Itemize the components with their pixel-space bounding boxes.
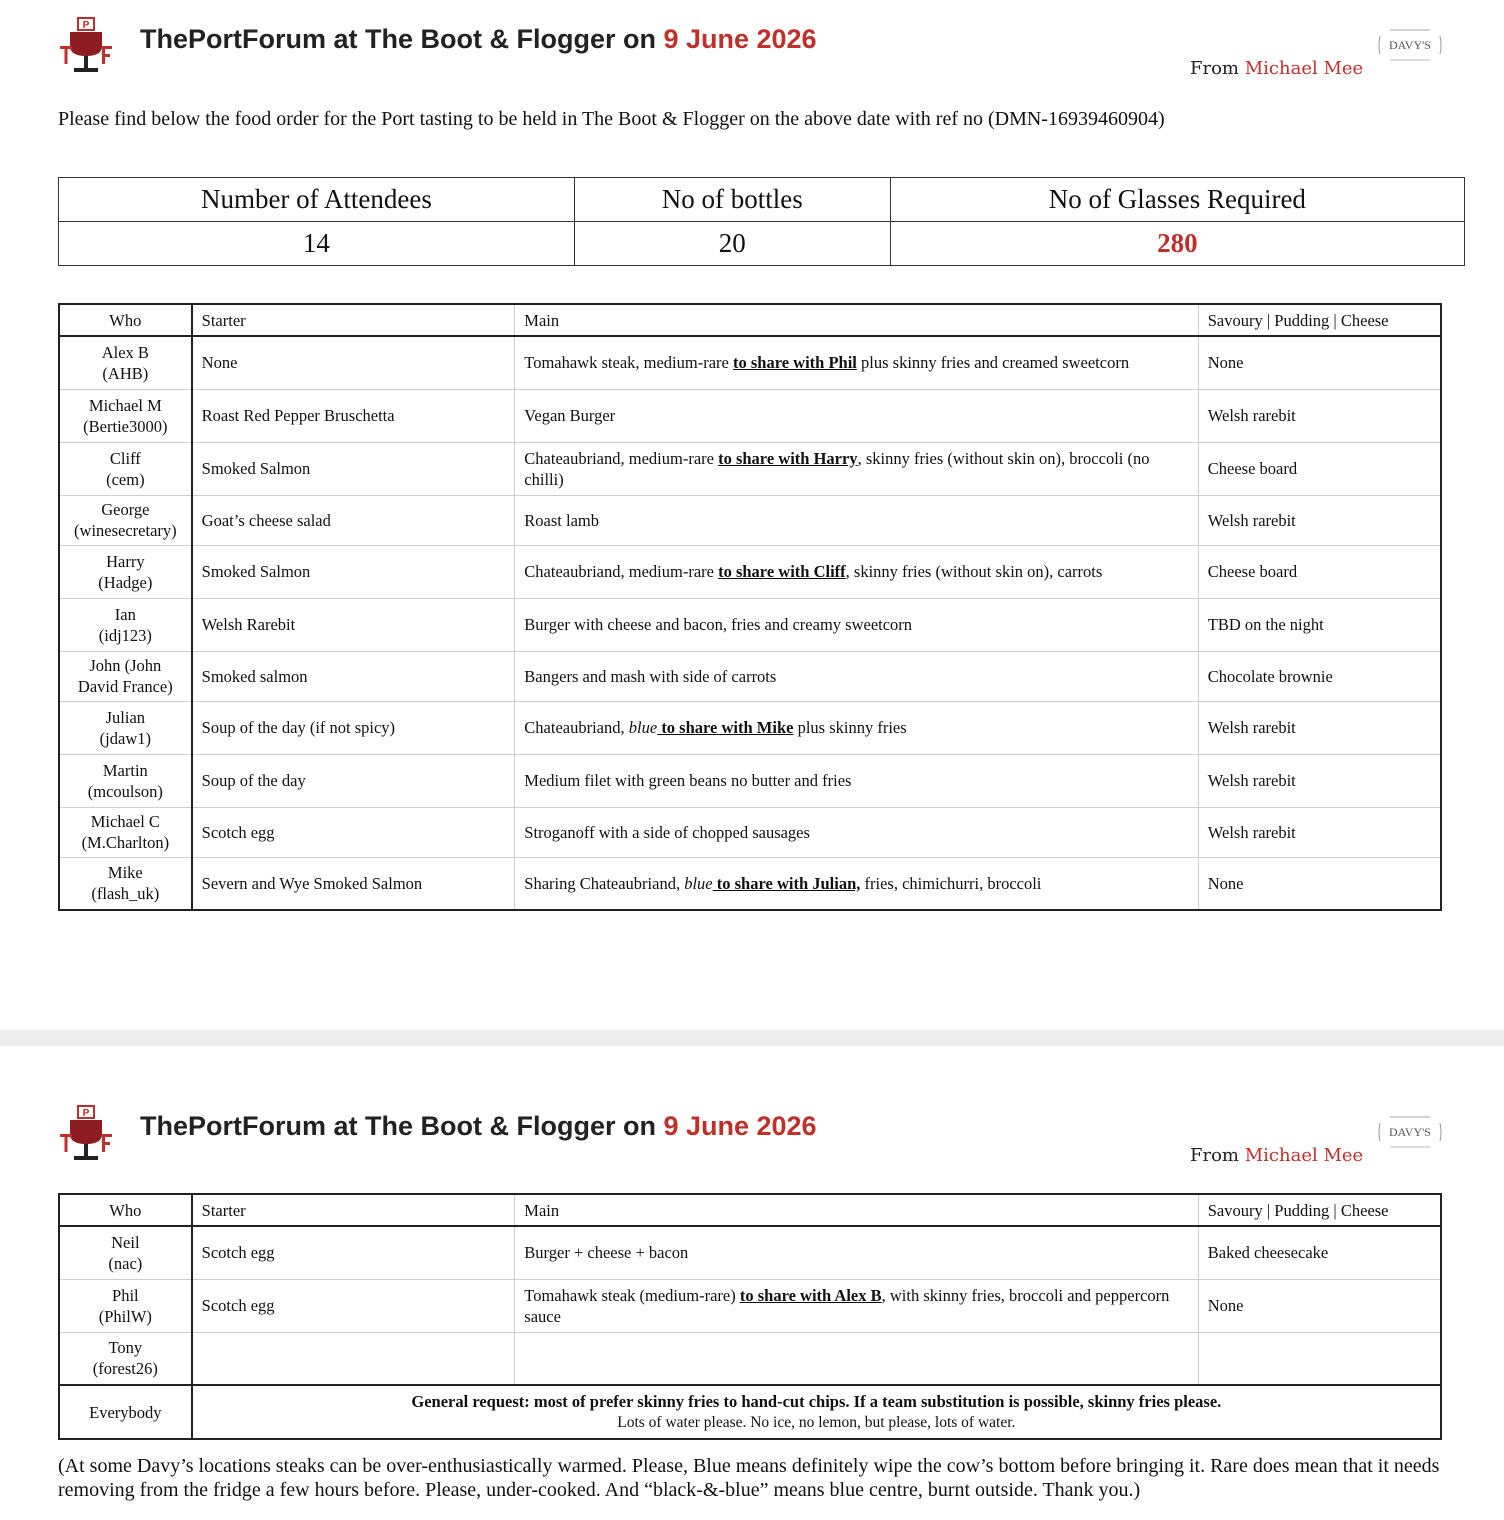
attendee-handle: (winesecretary) bbox=[74, 521, 177, 540]
starter-cell: Scotch egg bbox=[192, 1226, 515, 1279]
attendee-name: John (John bbox=[89, 656, 162, 675]
attendee-name: Neil bbox=[111, 1232, 140, 1252]
main-cell bbox=[515, 651, 1198, 701]
main-cell bbox=[515, 1332, 1198, 1385]
table-row bbox=[59, 754, 1441, 807]
everybody-label: Everybody bbox=[59, 1385, 192, 1439]
attendee-name: Ian bbox=[114, 604, 136, 624]
savoury-cell: Baked cheesecake bbox=[1198, 1226, 1441, 1279]
table-row bbox=[59, 389, 1441, 442]
starter-cell: Scotch egg bbox=[192, 807, 515, 857]
who-cell bbox=[59, 545, 192, 598]
everybody-row bbox=[59, 1385, 1441, 1439]
table-row bbox=[59, 545, 1441, 598]
main-cell bbox=[515, 701, 1198, 754]
steak-note: (At some Davy’s locations steaks can be over-enthusiastically warmed. Please, Blue means definitely wipe the cow’s bottom before bringing it. Rare does mean that it needs removing from the fridge a few hours before. Please, under-cooked. And “black-&-blue” means blue centre, burnt outside. Thank you.) bbox=[58, 1455, 1440, 1501]
sender-name: Michael Mee bbox=[1244, 1145, 1364, 1166]
main-cell bbox=[515, 1226, 1198, 1279]
savoury-cell: TBD on the night bbox=[1198, 598, 1441, 651]
main-cell bbox=[515, 336, 1198, 389]
table-row bbox=[59, 1332, 1441, 1385]
tpf-logo-icon bbox=[56, 1104, 116, 1164]
attendees-value: 14 bbox=[59, 222, 575, 266]
page-separator bbox=[0, 1030, 1504, 1046]
main-text: Roast lamb bbox=[524, 510, 599, 530]
main-text: Sharing Chateaubriand, bbox=[524, 873, 685, 893]
main-text-rest: plus skinny fries bbox=[793, 718, 907, 737]
table-row bbox=[59, 701, 1441, 754]
who-cell bbox=[59, 857, 192, 910]
davys-logo-icon bbox=[1372, 1109, 1448, 1153]
intro-text: Please find below the food order for the Port tasting to be held in The Boot & Flogger on the above date with ref no (DMN-16939460904) bbox=[58, 108, 1165, 130]
savoury-cell: None bbox=[1198, 857, 1441, 910]
attendee-handle: (AHB) bbox=[102, 363, 149, 383]
col-starter: Starter bbox=[192, 1194, 515, 1226]
attendee-handle: (idj123) bbox=[98, 625, 152, 645]
savoury-cell: Welsh rarebit bbox=[1198, 807, 1441, 857]
starter-cell: Roast Red Pepper Bruschetta bbox=[192, 389, 515, 442]
savoury-cell: Welsh rarebit bbox=[1198, 701, 1441, 754]
share-note: to share with Harry bbox=[718, 448, 858, 468]
table-row bbox=[59, 857, 1441, 910]
who-cell bbox=[59, 1226, 192, 1279]
svg-text:DAVY'S: DAVY'S bbox=[1389, 1125, 1431, 1139]
who-cell bbox=[59, 1279, 192, 1332]
share-note: to share with Alex B bbox=[739, 1285, 882, 1305]
col-who: Who bbox=[59, 1194, 192, 1226]
table-row bbox=[59, 442, 1441, 495]
main-text-rest: , skinny fries (without skin on), carrots bbox=[845, 562, 1103, 581]
general-request: General request: most of prefer skinny fries to hand-cut chips. If a team substitution is possible, skinny fries please. bbox=[411, 1392, 1222, 1411]
sender-name: Michael Mee bbox=[1244, 58, 1364, 79]
from-line: From Michael Mee bbox=[1190, 1145, 1364, 1166]
table-row bbox=[59, 336, 1441, 389]
who-cell bbox=[59, 807, 192, 857]
savoury-cell: None bbox=[1198, 1279, 1441, 1332]
starter-cell: Soup of the day (if not spicy) bbox=[192, 701, 515, 754]
who-cell bbox=[59, 389, 192, 442]
attendee-name: Julian bbox=[105, 707, 146, 727]
attendee-handle: (mcoulson) bbox=[87, 781, 163, 801]
starter-cell: Soup of the day bbox=[192, 754, 515, 807]
main-text: Stroganoff with a side of chopped sausages bbox=[524, 822, 810, 842]
main-text: Vegan Burger bbox=[524, 406, 616, 425]
orders-table bbox=[58, 303, 1442, 911]
main-text: Chateaubriand, medium-rare bbox=[524, 448, 719, 468]
davys-logo-icon bbox=[1372, 22, 1448, 66]
savoury-cell: Welsh rarebit bbox=[1198, 389, 1441, 442]
page-title: ThePortForum at The Boot & Flogger on 9 June 2026 bbox=[140, 24, 817, 54]
who-cell bbox=[59, 442, 192, 495]
col-savoury: Savoury | Pudding | Cheese bbox=[1198, 304, 1441, 336]
main-text: Tomahawk steak, medium-rare bbox=[524, 353, 733, 373]
main-text-rest: fries, chimichurri, broccoli bbox=[860, 873, 1042, 893]
table-row bbox=[59, 598, 1441, 651]
svg-text:DAVY'S: DAVY'S bbox=[1389, 38, 1431, 52]
attendee-name: Phil bbox=[112, 1285, 139, 1305]
starter-cell: Goat’s cheese salad bbox=[192, 495, 515, 545]
starter-cell: Smoked salmon bbox=[192, 651, 515, 701]
svg-text:P: P bbox=[82, 1108, 90, 1119]
water-request: Lots of water please. No ice, no lemon, but please, lots of water. bbox=[617, 1414, 1016, 1431]
event-date: 9 June 2026 bbox=[663, 1111, 817, 1141]
col-main: Main bbox=[515, 304, 1198, 336]
main-cell bbox=[515, 389, 1198, 442]
attendee-handle: (forest26) bbox=[92, 1359, 158, 1379]
table-row bbox=[59, 1226, 1441, 1279]
main-text: Burger with cheese and bacon, fries and creamy sweetcorn bbox=[524, 615, 913, 634]
main-doneness: blue bbox=[684, 873, 713, 893]
bottles-value: 20 bbox=[574, 222, 890, 266]
table-row bbox=[59, 1279, 1441, 1332]
col-who: Who bbox=[59, 304, 192, 336]
from-line: From Michael Mee bbox=[1190, 58, 1364, 79]
col-main: Main bbox=[515, 1194, 1198, 1226]
attendee-handle: (jdaw1) bbox=[99, 728, 151, 748]
main-text: Chateaubriand, medium-rare bbox=[524, 562, 719, 581]
attendee-handle: David France) bbox=[77, 677, 173, 696]
attendee-name: Alex B bbox=[101, 342, 149, 362]
attendee-name: Mike bbox=[107, 863, 143, 883]
main-text-rest: , skinny fries (without skin on), broccoli (no chilli) bbox=[524, 448, 1150, 489]
main-text: Burger + cheese + bacon bbox=[524, 1243, 689, 1263]
main-cell bbox=[515, 598, 1198, 651]
starter-cell: Severn and Wye Smoked Salmon bbox=[192, 857, 515, 910]
share-note: to share with Cliff bbox=[718, 562, 846, 581]
savoury-cell: Cheese board bbox=[1198, 545, 1441, 598]
summary-table bbox=[58, 177, 1465, 266]
page-2 bbox=[0, 1046, 1504, 1520]
attendee-handle: (M.Charlton) bbox=[81, 833, 170, 852]
starter-cell: Scotch egg bbox=[192, 1279, 515, 1332]
bottles-header: No of bottles bbox=[574, 178, 890, 222]
main-text-rest: , with skinny fries, broccoli and peppercorn sauce bbox=[524, 1285, 1170, 1326]
savoury-cell: Welsh rarebit bbox=[1198, 495, 1441, 545]
table-row bbox=[59, 495, 1441, 545]
main-cell bbox=[515, 442, 1198, 495]
starter-cell: None bbox=[192, 336, 515, 389]
starter-cell: Welsh Rarebit bbox=[192, 598, 515, 651]
who-cell bbox=[59, 336, 192, 389]
tpf-logo-icon bbox=[56, 16, 116, 76]
main-cell bbox=[515, 545, 1198, 598]
main-text: Bangers and mash with side of carrots bbox=[524, 666, 777, 686]
attendee-name: Martin bbox=[102, 760, 148, 780]
savoury-cell bbox=[1198, 1332, 1441, 1385]
main-cell bbox=[515, 807, 1198, 857]
attendees-header: Number of Attendees bbox=[59, 178, 575, 222]
main-cell bbox=[515, 495, 1198, 545]
attendee-handle: (nac) bbox=[108, 1253, 143, 1273]
page-title: ThePortForum at The Boot & Flogger on 9 June 2026 bbox=[140, 1111, 817, 1141]
attendee-name: Tony bbox=[108, 1338, 143, 1358]
main-cell bbox=[515, 857, 1198, 910]
main-doneness: blue bbox=[628, 718, 658, 737]
savoury-cell: Welsh rarebit bbox=[1198, 754, 1441, 807]
who-cell bbox=[59, 701, 192, 754]
who-cell bbox=[59, 495, 192, 545]
attendee-name: George bbox=[101, 500, 150, 519]
event-date: 9 June 2026 bbox=[663, 24, 817, 54]
who-cell bbox=[59, 598, 192, 651]
attendee-name: Michael C bbox=[90, 812, 160, 831]
main-cell bbox=[515, 754, 1198, 807]
attendee-handle: (Bertie3000) bbox=[83, 416, 168, 436]
main-text: Tomahawk steak (medium-rare) bbox=[524, 1285, 740, 1305]
who-cell bbox=[59, 754, 192, 807]
attendee-handle: (PhilW) bbox=[98, 1306, 152, 1326]
attendee-handle: (flash_uk) bbox=[91, 884, 160, 904]
savoury-cell: Chocolate brownie bbox=[1198, 651, 1441, 701]
col-savoury: Savoury | Pudding | Cheese bbox=[1198, 1194, 1441, 1226]
share-note: to share with Julian, bbox=[712, 873, 861, 893]
starter-cell: Smoked Salmon bbox=[192, 442, 515, 495]
main-text-rest: plus skinny fries and creamed sweetcorn bbox=[856, 353, 1130, 373]
attendee-name: Michael M bbox=[88, 395, 162, 415]
starter-cell bbox=[192, 1332, 515, 1385]
table-row bbox=[59, 651, 1441, 701]
share-note: to share with Phil bbox=[732, 353, 857, 373]
savoury-cell: Cheese board bbox=[1198, 442, 1441, 495]
main-text: Chateaubriand, bbox=[524, 718, 629, 737]
glasses-value: 280 bbox=[890, 222, 1464, 266]
main-text: Medium filet with green beans no butter and fries bbox=[524, 771, 852, 790]
attendee-name: Cliff bbox=[109, 448, 141, 468]
orders-table-continued bbox=[58, 1193, 1442, 1440]
attendee-handle: (Hadge) bbox=[98, 572, 153, 592]
col-starter: Starter bbox=[192, 304, 515, 336]
savoury-cell: None bbox=[1198, 336, 1441, 389]
glasses-header: No of Glasses Required bbox=[890, 178, 1464, 222]
main-cell bbox=[515, 1279, 1198, 1332]
table-row bbox=[59, 807, 1441, 857]
who-cell bbox=[59, 1332, 192, 1385]
who-cell bbox=[59, 651, 192, 701]
attendee-name: Harry bbox=[106, 551, 145, 571]
share-note: to share with Mike bbox=[657, 718, 794, 737]
general-request-cell bbox=[192, 1385, 1441, 1439]
starter-cell: Smoked Salmon bbox=[192, 545, 515, 598]
svg-text:P: P bbox=[82, 20, 90, 31]
attendee-handle: (cem) bbox=[106, 469, 145, 489]
